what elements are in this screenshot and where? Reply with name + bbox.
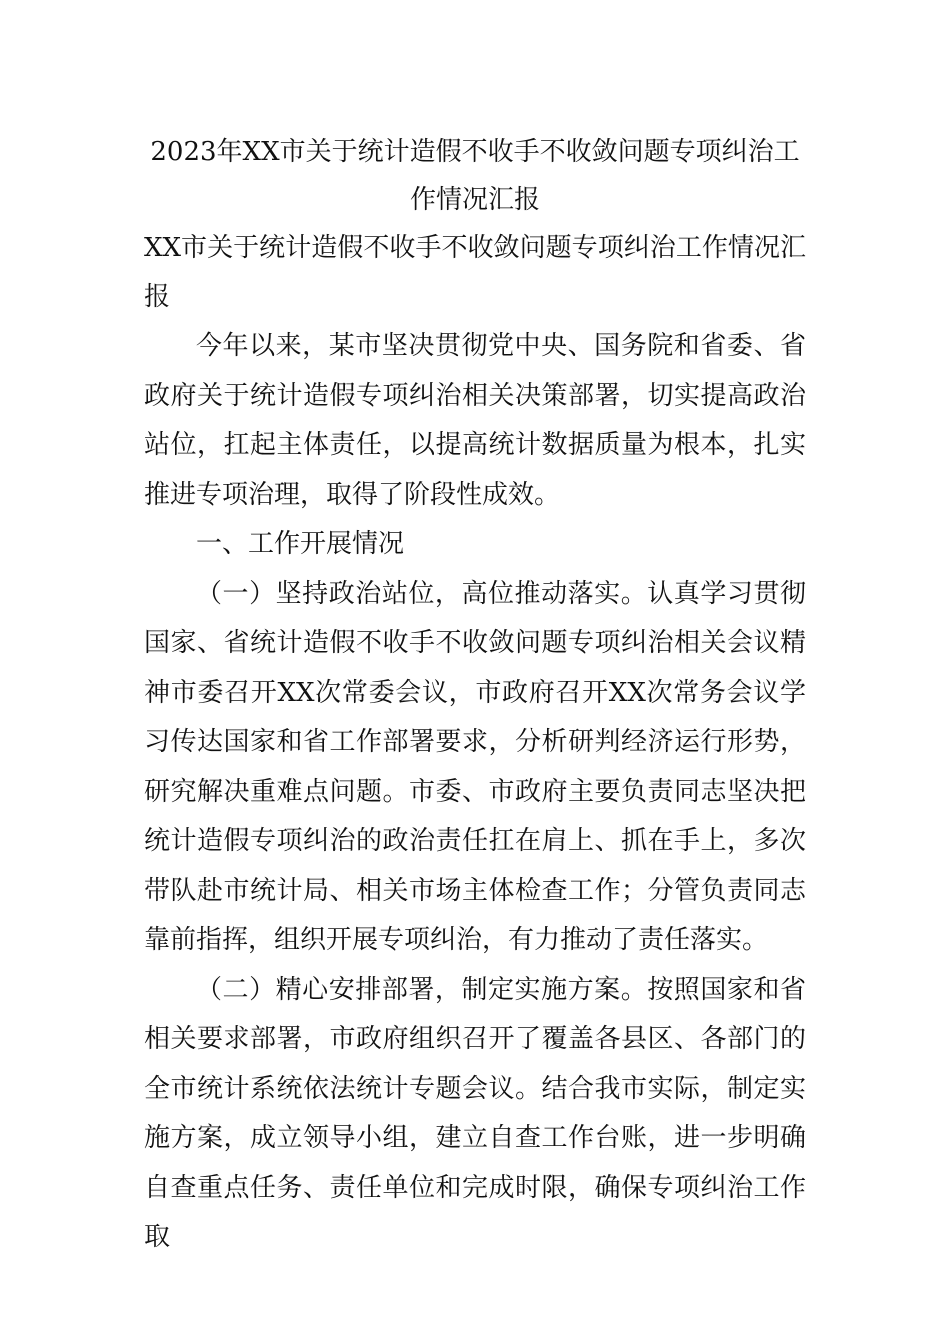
document-title: 2023年XX市关于统计造假不收手不收敛问题专项纠治工作情况汇报 — [150, 137, 800, 215]
section-heading-1: 一、工作开展情况 — [196, 529, 405, 559]
section-1-paragraph-1: （一）坚持政治站位，高位推动落实。认真学习贯彻国家、省统计造假不收手不收敛问题专项纠治相关会议精神市委召开XX次常委会议，市政府召开XX次常务会议学习传达国家和省工作部署要求，分析研判经济运行形势，研究解决重难点问题。市委、市政府主要负责同志坚决把统计造假专项纠治的政治责任扛在肩上、抓在手上，多次带队赴市统计局、相关市场主体检查工作；分管负责同志靠前指挥，组织开展专项纠治，有力推动了责任落实。 — [144, 578, 806, 955]
document-page — [144, 128, 806, 1263]
section-1-paragraph-2: （二）精心安排部署，制定实施方案。按照国家和省相关要求部署，市政府组织召开了覆盖各县区、各部门的全市统计系统依法统计专题会议。结合我市实际，制定实施方案，成立领导小组，建立自查工作台账，进一步明确自查重点任务、责任单位和完成时限，确保专项纠治工作取 — [144, 974, 806, 1252]
document-subtitle: XX市关于统计造假不收手不收敛问题专项纠治工作情况汇报 — [144, 233, 806, 312]
intro-paragraph: 今年以来，某市坚决贯彻党中央、国务院和省委、省政府关于统计造假专项纠治相关决策部署，切实提高政治站位，扛起主体责任，以提高统计数据质量为根本，扎实推进专项治理，取得了阶段性成效。 — [144, 331, 806, 510]
